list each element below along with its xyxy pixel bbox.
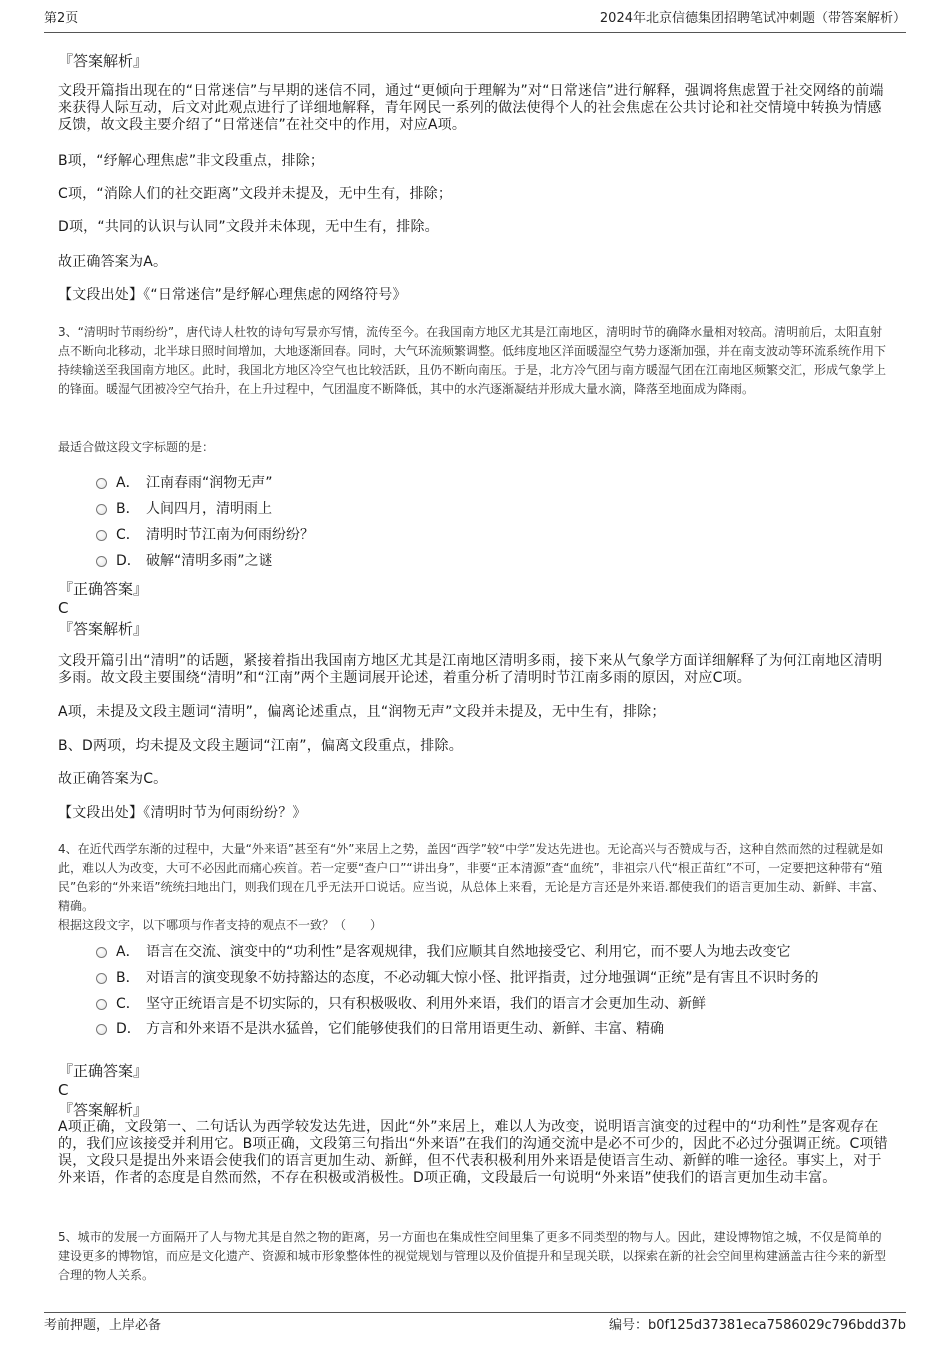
radio-icon[interactable] — [96, 947, 107, 958]
q2-option-d-note: D项，“共同的认识与认同”文段并未体现，无中生有，排除。 — [58, 219, 439, 235]
q3-conclusion: 故正确答案为C。 — [58, 771, 168, 787]
q2-analysis-text: 文段开篇指出现在的“日常迷信”与早期的迷信不同，通过“更倾向于理解为”对“日常迷信”进行解释，强调将焦虑置于社交网络的前端来获得人际互动，后文对此观点进行了详细地解释，青年网民一系列的做法使得个人的社会焦虑在公共讨论和社交情境中转换为情感反馈，故文段主要介绍了“日常迷信”在社交中的作用，对应A项。 — [58, 83, 884, 133]
q3-prompt: 最适合做这段文字标题的是： — [58, 440, 215, 454]
document-title: 2024年北京信德集团招聘笔试冲刺题（带答案解析） — [599, 11, 906, 26]
q3-analysis-text: 文段开篇引出“清明”的话题，紧接着指出我国南方地区尤其是江南地区清明多雨，接下来从气象学方面详细解释了为何江南地区清明多雨。故文段主要围绕“清明”和“江南”两个主题词展开论述，着重分析了清明时节江南多雨的原因，对应C项。 — [58, 653, 883, 686]
q2-conclusion: 故正确答案为A。 — [58, 254, 168, 270]
q3-answer: C — [58, 599, 69, 617]
radio-icon[interactable] — [96, 504, 107, 515]
q3-analysis-heading: 『答案解析』 — [58, 620, 149, 638]
q4-option-d[interactable]: D． 方言和外来语不是洪水猛兽，它们能够使我们的日常用语更生动、新鲜、丰富、精确 — [96, 1020, 896, 1038]
q4-option-c[interactable]: C． 坚守正统语言是不切实际的，只有积极吸收、利用外来语，我们的语言才会更加生动、新鲜 — [96, 995, 896, 1013]
radio-icon[interactable] — [96, 1024, 107, 1035]
page-footer — [44, 1312, 906, 1337]
q3-option-c[interactable]: C． 清明时节江南为何雨纷纷？ — [96, 526, 896, 544]
q3-option-a-note: A项，未提及文段主题词“清明”，偏离论述重点，且“润物无声”文段并未提及，无中生有，排除； — [58, 704, 666, 720]
q3-answer-heading: 『正确答案』 — [58, 580, 149, 598]
q3-option-bd-note: B、D两项，均未提及文段主题词“江南”，偏离文段重点，排除。 — [58, 738, 463, 754]
q4-answer-heading: 『正确答案』 — [58, 1062, 149, 1080]
q3-option-a[interactable]: A． 江南春雨“润物无声” — [96, 474, 896, 492]
q2-option-b-note: B项，“纾解心理焦虑”非文段重点，排除； — [58, 153, 325, 169]
q4-answer: C — [58, 1081, 69, 1099]
q4-prompt: 根据这段文字，以下哪项与作者支持的观点不一致？（ ） — [58, 918, 383, 932]
radio-icon[interactable] — [96, 530, 107, 541]
q2-source: 【文段出处】《“日常迷信”是纾解心理焦虑的网络符号》 — [58, 287, 407, 303]
page-header — [44, 8, 906, 33]
q4-analysis-text: A项正确，文段第一、二句话认为西学较发达先进，因此“外”来居上，难以人为改变，说明语言演变的过程中的“功利性”是客观存在的，我们应该接受并利用它。B项正确，文段第三句指出“外来语”在我们的沟通交流中是必不可少的，因此不必过分强调正统。C项错误，文段只是提出外来语会使我们的语言更加生动、新鲜，但不代表积极利用外来语是使语言生动、新鲜的唯一途径。事实上，对于外来语，作者的态度是自然而然，不存在积极或消极性。D项正确，文段最后一句说明“外来语”使我们的语言更加生动丰富。 — [58, 1119, 888, 1186]
page-number: 第2页 — [44, 11, 79, 26]
radio-icon[interactable] — [96, 999, 107, 1010]
q4-analysis-heading: 『答案解析』 — [58, 1101, 149, 1119]
document-id: 编号：b0f125d37381eca7586029c796bdd37b — [608, 1318, 906, 1333]
radio-icon[interactable] — [96, 478, 107, 489]
q2-option-c-note: C项，“消除人们的社交距离”文段并未提及，无中生有，排除； — [58, 186, 453, 202]
q4-option-b[interactable]: B． 对语言的演变现象不妨持豁达的态度，不必动辄大惊小怪、批评指责，过分地强调“正统”是有害且不识时务的 — [96, 969, 896, 987]
radio-icon[interactable] — [96, 556, 107, 567]
q3-question-text: 3、“清明时节雨纷纷”，唐代诗人杜牧的诗句写景亦写情，流传至今。在我国南方地区尤其是江南地区，清明时节的确降水量相对较高。清明前后，太阳直射点不断向北移动，北半球日照时间增加，大地逐渐回春。同时，大气环流频繁调整。低纬度地区洋面暖湿空气势力逐渐加强，并在南支波动等环流系统作用下持续输送至我国南方地区。此时，我国北方地区冷空气也比较活跃，且仍不断向南压。于是，北方冷气团与南方暖湿气团在江南地区频繁交汇，形成气象学上的锋面。暖湿气团被冷空气抬升，在上升过程中，气团温度不断降低，其中的水汽逐渐凝结并形成大量水滴，降落至地面成为降雨。 — [58, 325, 887, 396]
q3-option-b[interactable]: B． 人间四月，清明雨上 — [96, 500, 896, 518]
q3-source: 【文段出处】《清明时节为何雨纷纷？》 — [58, 805, 307, 821]
q5-question-text: 5、城市的发展一方面隔开了人与物尤其是自然之物的距离，另一方面也在集成性空间里集了更多不同类型的物与人。因此，建设博物馆之城，不仅是简单的建设更多的博物馆，而应是文化遗产、资源和城市形象整体性的视觉规划与管理以及价值提升和呈现关联，以探索在新的社会空间里构建涵盖古往今来的新型合理的物人关系。 — [58, 1230, 887, 1282]
q4-option-a[interactable]: A． 语言在交流、演变中的“功利性”是客观规律，我们应顺其自然地接受它、利用它，而不要人为地去改变它 — [96, 943, 896, 961]
q4-question-text: 4、在近代西学东渐的过程中，大量“外来语”甚至有“外”来居上之势，盖因“西学”较“中学”发达先进也。无论高兴与否赞成与否，这种自然而然的过程就是如此，难以人为改变，大可不必因此而痛心疾首。若一定要“查户口”“讲出身”，非要“正本清源”查“血统”，非祖宗八代“根正苗红”不可，一定要把这种带有“殖民”色彩的“外来语”统统扫地出门，则我们现在几乎无法开口说话。应当说，从总体上来看，无论是方言还是外来语.都使我们的语言更加生动、新鲜、丰富、精确。 — [58, 842, 885, 913]
radio-icon[interactable] — [96, 973, 107, 984]
q3-option-d[interactable]: D． 破解“清明多雨”之谜 — [96, 552, 896, 570]
footer-slogan: 考前押题，上岸必备 — [44, 1318, 162, 1333]
q2-analysis-heading: 『答案解析』 — [58, 52, 149, 70]
